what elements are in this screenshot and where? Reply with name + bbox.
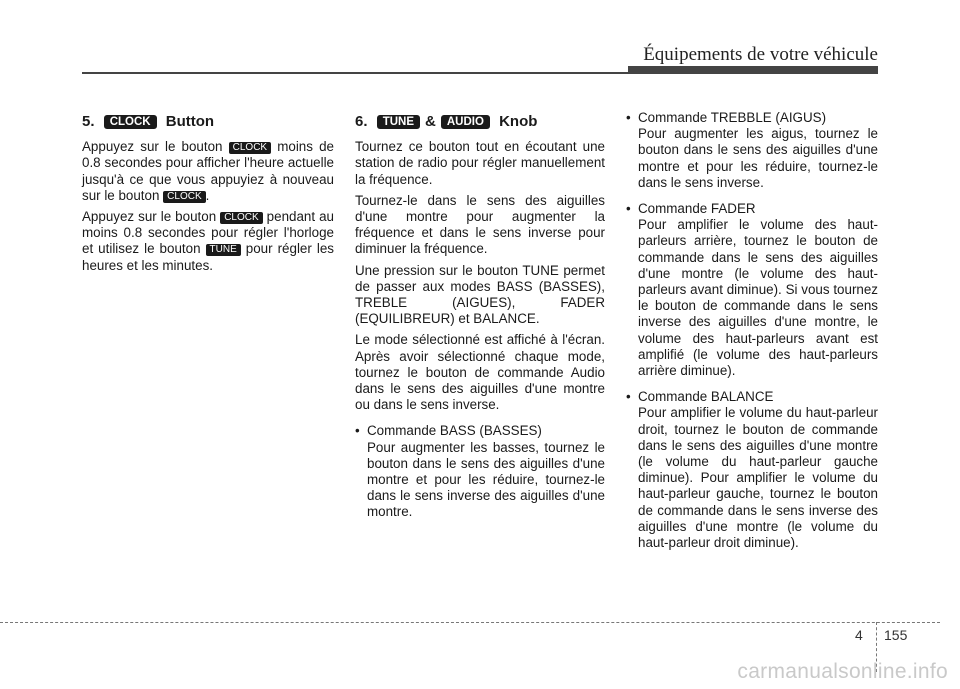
footer-rule [0, 622, 940, 623]
clock-button-badge: CLOCK [104, 115, 157, 129]
audio-knob-badge: AUDIO [441, 115, 490, 129]
bullet-dot: • [626, 110, 631, 125]
bullet-title: Commande TREBBLE (AIGUS) [638, 110, 827, 125]
bullet-dot: • [355, 423, 360, 439]
bullet-body: Pour amplifier le volume du haut-parleur droit, tournez le bouton de commande dans le sens des aiguilles d'une montre (le volume du haut-parleur gauche diminue). Pour amplifier le volume du haut-parleur gauche, tournez le bouton de commande dans le sens inverse des aiguilles d'une montre (le volume du haut-parleur droit diminue). [638, 405, 878, 551]
text: . [205, 187, 210, 203]
bullet-title: Commande BALANCE [638, 389, 774, 405]
chapter-number: 4 [855, 627, 863, 643]
bullet-body: Pour amplifier le volume des haut-parleurs arrière, tournez le bouton de commande dans le sens des aiguilles d'une montre (le volume des haut-parleurs avant diminue). Si vous tournez le bouton de commande dans le sens inverse des aiguilles d'une montre, le volume des haut-parleurs avant est amplifié (le volume des haut-parleurs arrière diminue). [638, 217, 878, 379]
clock-inline-badge: CLOCK [229, 142, 271, 154]
section-5-paragraph-1 [82, 139, 334, 204]
section-6-paragraph-4: Le mode sélectionné est affiché à l'écran. Après avoir sélectionné chaque mode, tournez le bouton de commande Audio dans le sens des aiguilles d'une montre ou dans le sens inverse. [355, 332, 605, 413]
text: pour régler les heures et les minutes. [82, 241, 334, 273]
tune-inline-badge: TUNE [206, 244, 241, 256]
bullet-body: Pour augmenter les aigus, tournez le bouton dans le sens des aiguilles d'une montre et pour les réduire, tournez-le dans le sens inverse. [638, 126, 878, 190]
section-5-number: 5. [82, 113, 95, 130]
bullet-dot: • [626, 201, 631, 217]
bullet-item-treble [626, 110, 878, 191]
section-6-number: 6. [355, 113, 368, 130]
watermark-text: carmanualsonline.info [737, 660, 948, 683]
section-5-heading-word: Button [165, 113, 215, 130]
clock-inline-badge: CLOCK [163, 191, 205, 203]
bullet-dot: • [626, 389, 631, 405]
column-2 [355, 110, 605, 521]
column-1 [82, 110, 334, 279]
bullet-title: Commande FADER [638, 201, 756, 217]
text: moins de 0.8 secondes pour afficher l'heure actuelle jusqu'à ce que vous appuyiez à nouveau sur le bouton [82, 139, 334, 203]
bullet-item-fader [626, 201, 878, 379]
text: pendant au moins 0.8 secondes pour régler l'horloge et utilisez le bouton [82, 209, 334, 257]
clock-inline-badge: CLOCK [220, 212, 262, 224]
ampersand: & [425, 113, 436, 130]
bullet-item-bass [355, 423, 605, 520]
section-6-paragraph-2: Tournez-le dans le sens des aiguilles d'une montre pour augmenter la fréquence et dans le sens inverse pour diminuer la fréquence. [355, 192, 605, 257]
section-6-heading [355, 114, 605, 130]
section-6-heading-word: Knob [499, 113, 538, 130]
section-5-heading [82, 114, 334, 130]
page-number: 155 [884, 627, 908, 643]
bullet-item-balance [626, 389, 878, 551]
bullet-title: Commande BASS (BASSES) [367, 423, 542, 439]
text: Appuyez sur le bouton [82, 139, 223, 155]
tune-knob-badge: TUNE [377, 115, 420, 129]
header-rule [82, 72, 878, 74]
text: Appuyez sur le bouton [82, 209, 217, 225]
bullet-body: Pour augmenter les basses, tournez le bouton dans le sens des aiguilles d'une montre et pour les réduire, tournez-le dans le sens inverse des aiguilles d'une montre. [367, 439, 605, 520]
page-header-title: Équipements de votre véhicule [643, 44, 878, 65]
column-3 [626, 110, 878, 551]
section-6-paragraph-1: Tournez ce bouton tout en écoutant une station de radio pour régler manuellement la fréquence. [355, 139, 605, 187]
section-5-paragraph-2 [82, 209, 334, 274]
section-6-paragraph-3: Une pression sur le bouton TUNE permet de passer aux modes BASS (BASSES), TREBLE (AIGUES), FADER (EQUILIBREUR) et BALANCE. [355, 262, 605, 327]
